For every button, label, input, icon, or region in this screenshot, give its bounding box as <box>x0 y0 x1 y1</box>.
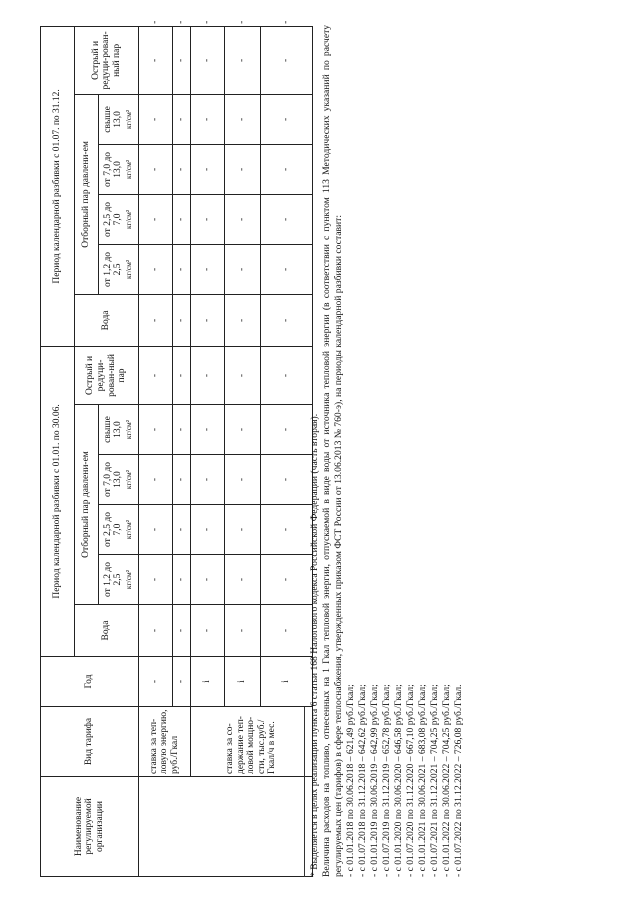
tariff-type-cell: ставка за со-держание теп-ловой мощно-сти, тыс.руб./Гкал/ч в мес. <box>191 707 313 777</box>
table-cell: - <box>225 26 261 94</box>
header-water-1: Вода <box>75 605 139 657</box>
header-steam-1: Отборный пар давлени-ем <box>75 405 99 605</box>
table-cell: - <box>139 244 173 294</box>
fuel-cost-line: - с 01.01.2022 по 30.06.2022 – 704,25 руб./Гкал; <box>441 684 452 877</box>
steam-col-3a: от 7,0 до 13,0 кг/см² <box>99 455 139 505</box>
table-cell: - <box>173 657 191 707</box>
fuel-cost-line: - с 01.01.2018 по 30.06.2018 – 621,49 руб./Гкал; <box>345 684 356 877</box>
table-cell: - <box>139 505 173 555</box>
table-cell: - <box>139 555 173 605</box>
table-cell: - <box>191 555 225 605</box>
fuel-cost-line: - с 01.07.2018 по 31.12.2018 – 642,62 руб./Гкал; <box>357 684 368 877</box>
steam-col-2a: от 2,5 до 7,0 кг/см² <box>99 505 139 555</box>
table-cell: - <box>191 346 225 404</box>
table-cell: - <box>225 244 261 294</box>
org-name-cell <box>139 777 313 877</box>
table-cell: - <box>225 555 261 605</box>
table-cell: - <box>191 605 225 657</box>
table-cell: - <box>225 605 261 657</box>
table-cell: - <box>225 455 261 505</box>
header-org: Наименование регулируемой организации <box>41 777 139 877</box>
table-cell: - <box>173 605 191 657</box>
table-cell: - <box>261 605 313 657</box>
table-cell: - <box>191 294 225 346</box>
header-water-2: Вода <box>75 294 139 346</box>
tariff-table <box>40 20 313 877</box>
footnote-rule <box>304 707 305 877</box>
table-cell: - <box>173 455 191 505</box>
table-cell: - <box>173 555 191 605</box>
table-cell: - <box>139 657 173 707</box>
tariff-type-cell: ставка за теп-ловую энергию, руб./Гкал <box>139 707 191 777</box>
header-year: Год <box>41 657 139 707</box>
table-cell: - <box>191 194 225 244</box>
table-cell: - <box>139 455 173 505</box>
fuel-cost-line: - с 01.01.2020 по 30.06.2020 – 646,58 руб./Гкал; <box>393 684 404 877</box>
table-cell: - <box>173 194 191 244</box>
table-body <box>139 20 313 876</box>
notes-block <box>302 25 465 877</box>
table-cell: - <box>173 94 191 144</box>
table-cell: - <box>139 346 173 404</box>
table-cell: - <box>173 26 191 94</box>
table-cell: - <box>225 144 261 194</box>
table-cell: - <box>139 26 173 94</box>
table-cell: - <box>225 294 261 346</box>
table-cell: - <box>173 505 191 555</box>
table-cell: - <box>261 555 313 605</box>
table-cell: - <box>225 405 261 455</box>
table-cell: i <box>225 657 261 707</box>
header-sharp-steam-1: Острый и редуци-рован-ный пар <box>75 346 139 404</box>
table-cell: - <box>191 244 225 294</box>
steam-col-1a: от 1,2 до 2,5 кг/см² <box>99 555 139 605</box>
table-cell: - <box>191 455 225 505</box>
table-cell: - <box>225 505 261 555</box>
table-cell: - <box>261 194 313 244</box>
table-row: i - - - - - - - - - - - - - <box>225 26 261 876</box>
header-steam-2: Отборный пар давлени-ем <box>75 94 99 294</box>
table-cell: - <box>225 94 261 144</box>
table-cell: - <box>225 194 261 244</box>
steam-col-4b: свыше 13,0 кг/см² <box>99 94 139 144</box>
table-cell: - <box>261 94 313 144</box>
table-cell: - <box>225 346 261 404</box>
fuel-cost-line: - с 01.07.2020 по 31.12.2020 – 667,10 руб./Гкал; <box>405 684 416 877</box>
table-row: ставка за со-держание теп-ловой мощно-сти, тыс.руб./Гкал/ч в мес. i - - - - - - - - - - - - - <box>191 26 225 876</box>
table-cell: - <box>139 194 173 244</box>
table-cell: - <box>191 26 225 94</box>
table-cell: - <box>191 505 225 555</box>
table-cell: - <box>139 94 173 144</box>
table-cell: - <box>139 144 173 194</box>
table-cell: i <box>191 657 225 707</box>
table-row: i - - - - - - - - - - - - - <box>261 26 313 876</box>
table-cell: - <box>261 244 313 294</box>
table-cell: - <box>191 94 225 144</box>
fuel-cost-line: - с 01.01.2019 по 30.06.2019 – 642,99 руб./Гкал; <box>369 684 380 877</box>
table-cell: - <box>261 294 313 346</box>
steam-col-2b: от 2,5 до 7,0 кг/см² <box>99 194 139 244</box>
table-cell: - <box>261 346 313 404</box>
table-cell: - <box>191 144 225 194</box>
table-cell: - <box>173 294 191 346</box>
table-cell: - <box>261 455 313 505</box>
table-cell: i <box>261 657 313 707</box>
table-row: - - - - - - - - - - - - - - <box>173 26 191 876</box>
table-cell: - <box>261 505 313 555</box>
table-cell: - <box>139 294 173 346</box>
fuel-cost-line: - с 01.01.2021 по 30.06.2021 – 683,08 руб./Гкал; <box>417 684 428 877</box>
steam-col-4a: свыше 13,0 кг/см² <box>99 405 139 455</box>
table-row: ставка за теп-ловую энергию, руб./Гкал - - - - - - - - - - - - - - <box>139 26 173 876</box>
header-tariff-type: Вид тарифа <box>41 707 139 777</box>
table-cell: - <box>191 405 225 455</box>
table-cell: - <box>261 405 313 455</box>
steam-col-1b: от 1,2 до 2,5 кг/см² <box>99 244 139 294</box>
table-cell: - <box>173 144 191 194</box>
table-cell: - <box>173 346 191 404</box>
header-sharp-steam-2: Острый и редуци-рован-ный пар <box>75 26 139 94</box>
table-cell: - <box>173 244 191 294</box>
steam-col-3b: от 7,0 до 13,0 кг/см² <box>99 144 139 194</box>
table-cell: - <box>139 605 173 657</box>
header-period-1: Период календарной разбивки с 01.01. по 30.06. <box>41 346 75 656</box>
footnote: * Выделяется в целях реализации пункта 6 статьи 168 Налогового кодекса Российской Федерации (часть вторая). <box>309 413 320 877</box>
fuel-cost-line: - с 01.07.2021 по 31.12.2021 – 704,25 руб./Гкал; <box>429 684 440 877</box>
fuel-cost-list <box>345 25 465 877</box>
fuel-cost-line: - с 01.07.2022 по 31.12.2022 – 726,08 руб./Гкал. <box>453 684 464 877</box>
table-cell: - <box>139 405 173 455</box>
table-cell: - <box>173 405 191 455</box>
table-cell: - <box>261 26 313 94</box>
fuel-cost-line: - с 01.07.2019 по 31.12.2019 – 652,78 руб./Гкал; <box>381 684 392 877</box>
table-cell: - <box>261 144 313 194</box>
fuel-cost-paragraph: Величина расходов на топливо, отнесенных на 1 Гкал тепловой энергии, отпускаемой в виде воды от источника тепловой энергии (в соответствии с пунктом 113 Методических указаний по расчету регулируемых цен (тарифов) в сфере теплоснабжения, утвержденных приказом ФСТ России от 13.06.2013 № 760-э), на периоды календарной разбивки составит: <box>321 25 344 877</box>
header-period-2: Период календарной разбивки с 01.07. по 31.12. <box>41 26 75 346</box>
